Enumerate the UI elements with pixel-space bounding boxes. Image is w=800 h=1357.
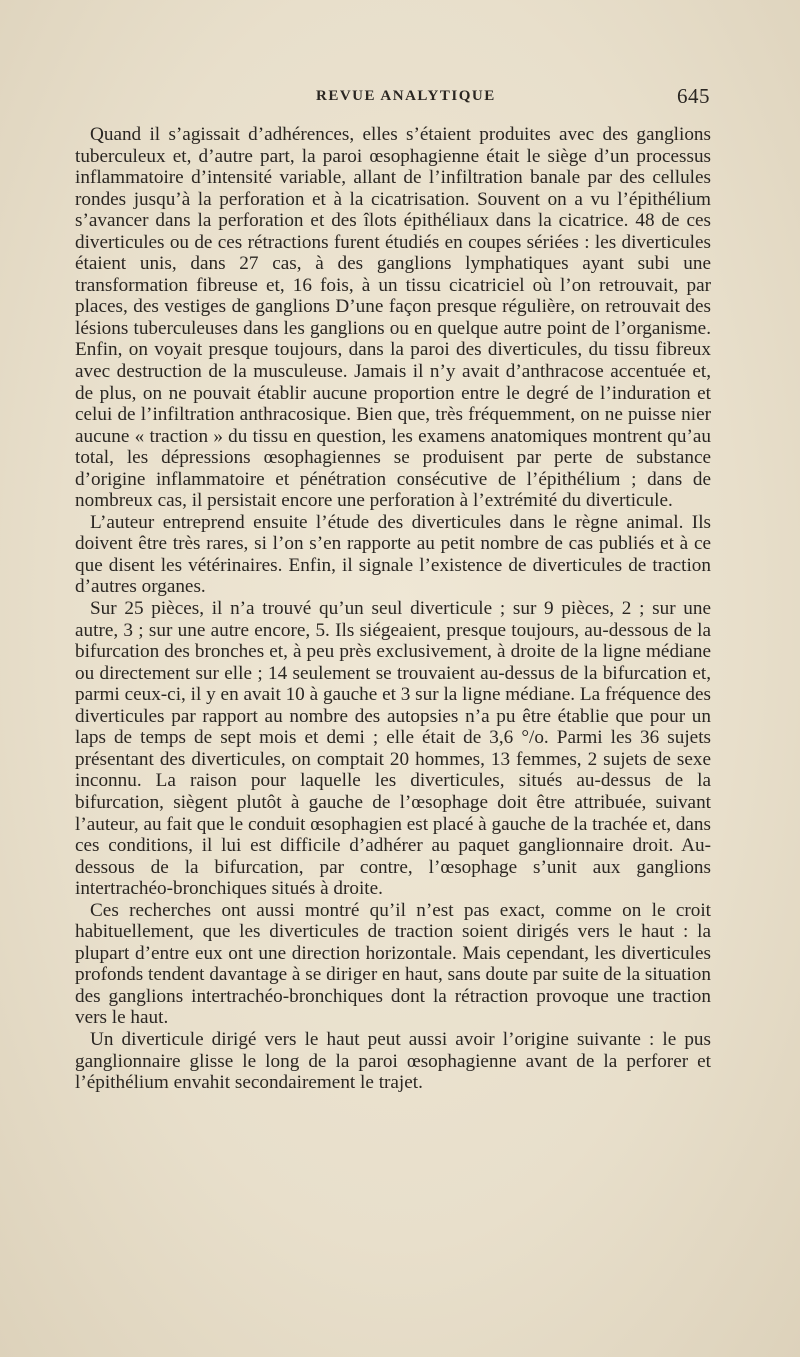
page-header (80, 84, 710, 118)
paragraph: Sur 25 pièces, il n’a trouvé qu’un seul diverticule ; sur 9 pièces, 2 ; sur une autre, 3 ; sur une autre encore, 5. Ils siégeaient, presque toujours, au-dessous de la bifurcation des bronches et, à peu près exclusivement, à droite de la ligne médiane ou directement sur elle ; 14 seulement se trouvaient au-dessus de la bifurcation et, parmi ceux-ci, il y en avait 10 à gauche et 3 sur la ligne médiane. La fréquence des diverticules par rapport au nombre des autopsies n’a pu être établie que pour un laps de temps de sept mois et demi ; elle était de 3,6 °/o. Parmi les 36 sujets présentant des diverticules, on comptait 20 hommes, 13 femmes, 2 sujets de sexe inconnu. La raison pour laquelle les diverticules, situés au-dessus de la bifurcation, siègent plutôt à gauche de l’œsophage doit être attribuée, suivant l’auteur, au fait que le conduit œsophagien est placé à gauche de la trachée et, dans ces conditions, il lui est difficile d’adhérer au paquet ganglionnaire droit. Au-dessous de la bifurcation, par contre, l’œsophage s’unit aux ganglions intertrachéo-bronchiques situés à droite. (75, 598, 711, 900)
paragraph: Quand il s’agissait d’adhérences, elles s’étaient produites avec des ganglions tuberculeux et, d’autre part, la paroi œsophagienne était le siège d’un processus inflammatoire d’intensité variable, allant de l’infiltration banale par des cellules rondes jusqu’à la perforation et à la cicatrisation. Souvent on a vu l’épithélium s’avancer dans la perforation et des îlots épithéliaux dans la cicatrice. 48 de ces diverticules ou de ces rétractions furent étudiés en coupes sériées : les diverticules étaient unis, dans 27 cas, à des ganglions lymphatiques ayant subi une transformation fibreuse et, 16 fois, à un tissu cicatriciel où l’on retrouvait, par places, des vestiges de ganglions D’une façon presque régulière, on retrouvait des lésions tuberculeuses dans les ganglions ou en quelque autre point de l’organisme. Enfin, on voyait presque toujours, dans la paroi des diverticules, du tissu fibreux avec destruction de la musculeuse. Jamais il n’y avait d’anthracose accentuée et, de plus, on ne pouvait établir aucune proportion entre le degré de l’induration et celui de l’infiltration anthracosique. Bien que, très fréquemment, on ne puisse nier aucune « traction » du tissu en question, les examens anatomiques montrent qu’au total, les dépressions œsophagiennes se produisent par perte de substance d’origine inflammatoire et pénétration consécutive de l’épithélium ; dans de nombreux cas, il persistait encore une perforation à l’extrémité du diverticule. (75, 124, 711, 512)
paragraph: L’auteur entreprend ensuite l’étude des diverticules dans le règne animal. Ils doivent être très rares, si l’on s’en rapporte au petit nombre de cas publiés et à ce que disent les vétérinaires. Enfin, il signale l’existence de diverticules de traction d’autres organes. (75, 511, 711, 598)
page-number: 645 (677, 84, 710, 108)
paragraph: Un diverticule dirigé vers le haut peut aussi avoir l’origine suivante : le pus ganglionnaire glisse le long de la paroi œsophagienne avant de la perforer et l’épithélium envahit secondairement le trajet. (75, 1028, 711, 1094)
body-text (75, 124, 711, 1094)
paragraph: Ces recherches ont aussi montré qu’il n’est pas exact, comme on le croit habituellement, que les diverticules de traction soient dirigés vers le haut : la plupart d’entre eux ont une direction horizontale. Mais cependant, les diverticules profonds tendent davantage à se diriger en haut, sans doute par suite de la situation des ganglions intertrachéo-bronchiques dont la rétraction provoque une traction vers le haut. (75, 899, 711, 1029)
running-title: REVUE ANALYTIQUE (316, 88, 496, 104)
